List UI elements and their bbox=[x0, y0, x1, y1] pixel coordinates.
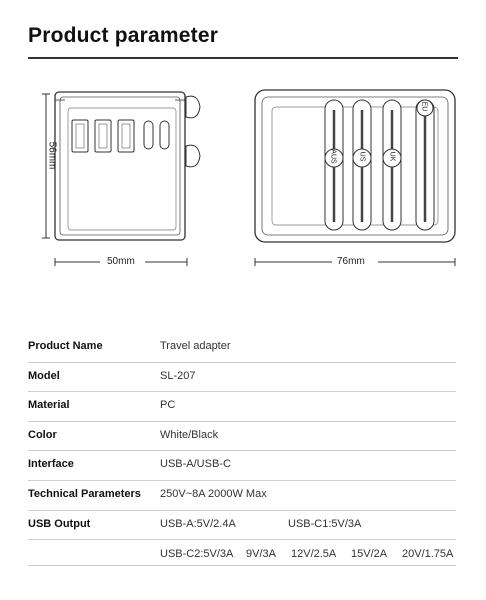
table-row bbox=[28, 363, 456, 393]
param-key: Interface bbox=[28, 458, 74, 471]
plug-label-eu: EU bbox=[420, 101, 428, 112]
table-row bbox=[28, 481, 456, 511]
table-row bbox=[28, 333, 456, 363]
plug-label-uk: UK bbox=[388, 151, 396, 162]
param-key: Material bbox=[28, 399, 70, 412]
table-row bbox=[28, 422, 456, 452]
table-row bbox=[28, 451, 456, 481]
param-value: USB-A:5V/2.4A bbox=[160, 517, 236, 530]
usb-a-port-3 bbox=[118, 120, 134, 152]
param-key: Model bbox=[28, 369, 60, 382]
usb-a-port-1 bbox=[72, 120, 88, 152]
param-value: 250V~8A 2000W Max bbox=[160, 487, 267, 500]
param-value: USB-A/USB-C bbox=[160, 458, 231, 471]
page-title: Product parameter bbox=[28, 24, 219, 47]
table-row bbox=[28, 511, 456, 541]
usb-output-item: 9V/3A bbox=[246, 548, 276, 560]
height-dimension-label: 56mm bbox=[46, 141, 58, 170]
plug-label-us: US bbox=[358, 151, 366, 162]
usb-output-item: USB-C2:5V/3A bbox=[160, 548, 234, 560]
param-value: Travel adapter bbox=[160, 340, 231, 352]
usb-a-port-2 bbox=[95, 120, 111, 152]
width-dimension-label: 50mm bbox=[107, 256, 135, 267]
param-value: SL-207 bbox=[160, 369, 196, 382]
table-bottom-divider bbox=[28, 565, 456, 566]
param-value-secondary: USB-C1:5V/3A bbox=[288, 517, 362, 530]
usb-output-item: 15V/2A bbox=[351, 548, 388, 560]
param-key: Product Name bbox=[28, 340, 103, 352]
param-value: White/Black bbox=[160, 428, 219, 441]
table-row bbox=[28, 392, 456, 422]
plug-label-aus: AUS bbox=[329, 149, 337, 164]
param-key: Color bbox=[28, 428, 57, 441]
adapter-front-drawing bbox=[0, 75, 486, 275]
length-dimension-label: 76mm bbox=[337, 256, 365, 267]
param-key: USB Output bbox=[28, 517, 91, 530]
usb-output-item: 12V/2.5A bbox=[291, 548, 337, 560]
param-key: Technical Parameters bbox=[28, 487, 141, 500]
parameter-table bbox=[28, 333, 456, 540]
title-divider bbox=[28, 57, 458, 59]
usb-output-item: 20V/1.75A bbox=[402, 548, 454, 560]
param-value: PC bbox=[160, 399, 176, 412]
